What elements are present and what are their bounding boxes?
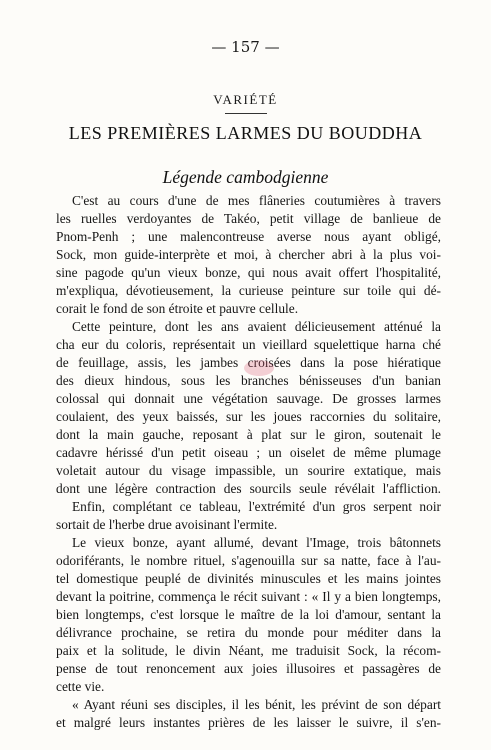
heading-rule <box>225 113 267 114</box>
text-line: de feuillage, assis, les jambes croisées dans la pose hiératique <box>56 355 441 370</box>
text-line: voletait autour du visage impassible, un sourire extatique, mais <box>56 463 441 478</box>
text-line: coulaient, des yeux baissés, sur les joues raccornies du solitaire, <box>56 409 441 424</box>
text-line: sine pagode qu'un vieux bonze, qui nous avait offert l'hospitalité, <box>56 265 441 280</box>
page-number: — 157 — <box>211 38 280 56</box>
text-line: C'est au cours d'une de mes flâneries coutumières à travers <box>72 193 441 208</box>
text-line: sortait de l'herbe drue avoisinant l'ermite. <box>56 517 278 532</box>
text-line: Sock, mon guide-interprète et moi, à chercher abri à la plus voi- <box>56 247 441 262</box>
text-line: et malgré leurs instantes prières de les laisser le suivre, il s'en- <box>56 715 441 730</box>
article-subtitle: Légende cambodgienne <box>162 167 329 187</box>
text-line: colossal qui donnait une végétation sauvage. De grosses larmes <box>56 391 441 406</box>
article-title: LES PREMIÈRES LARMES DU BOUDDHA <box>68 123 423 143</box>
text-line: les ruelles verdoyantes de Takéo, petit village de banlieue de <box>56 211 441 226</box>
text-line: corait le fond de son étroite et pauvre cellule. <box>56 301 299 316</box>
text-line: tel domestique peuplé de divinités minuscules et les mains jointes <box>56 571 441 586</box>
text-line: dont la main gauche, reposant à plat sur le giron, soutenait le <box>56 427 441 442</box>
text-line: bien longtemps, c'est lorsque le maître de la loi d'amour, sentant la <box>56 607 441 622</box>
text-line: m'expliqua, dévotieusement, la curieuse peinture sur toile qui dé- <box>56 283 441 298</box>
text-line: des dieux hindous, sous les branches bénisseuses d'un banian <box>56 373 441 388</box>
section-heading: VARIÉTÉ <box>213 92 278 107</box>
text-line: Pnom-Penh ; une malencontreuse averse nous ayant obligé, <box>56 229 441 244</box>
text-line: devant la poitrine, commença le récit suivant : « Il y a bien longtemps, <box>56 589 441 604</box>
text-line: délivrance prochaine, se retira du monde pour méditer dans la <box>56 625 441 640</box>
text-line: Enfin, complétant ce tableau, l'extrémité d'un gros serpent noir <box>72 499 441 514</box>
text-line: Le vieux bonze, ayant allumé, devant l'Image, trois bâtonnets <box>72 535 441 550</box>
text-line: cette vie. <box>56 679 105 694</box>
text-line: cha eur du coloris, représentait un vieillard squelettique harna ché <box>56 337 441 352</box>
library-stamp-mark <box>244 360 274 376</box>
text-line: Cette peinture, dont les ans avaient délicieusement atténué la <box>72 319 441 334</box>
text-line: paix et la solitude, le divin Néant, me traduisit Sock, la récom- <box>56 643 441 658</box>
text-line: « Ayant réuni ses disciples, il les bénit, les prévint de son départ <box>72 697 441 712</box>
text-line: cadavre hérissé d'un petit oiseau ; un oiselet de même plumage <box>56 445 441 460</box>
text-line: odoriférants, le nombre rituel, s'agenouilla sur sa natte, face à l'au- <box>56 553 441 568</box>
text-line: dont une légère contraction des sourcils seule révélait l'affliction. <box>56 481 441 496</box>
text-line: pense de tout renoncement aux joies illusoires et passagères de <box>56 661 441 676</box>
